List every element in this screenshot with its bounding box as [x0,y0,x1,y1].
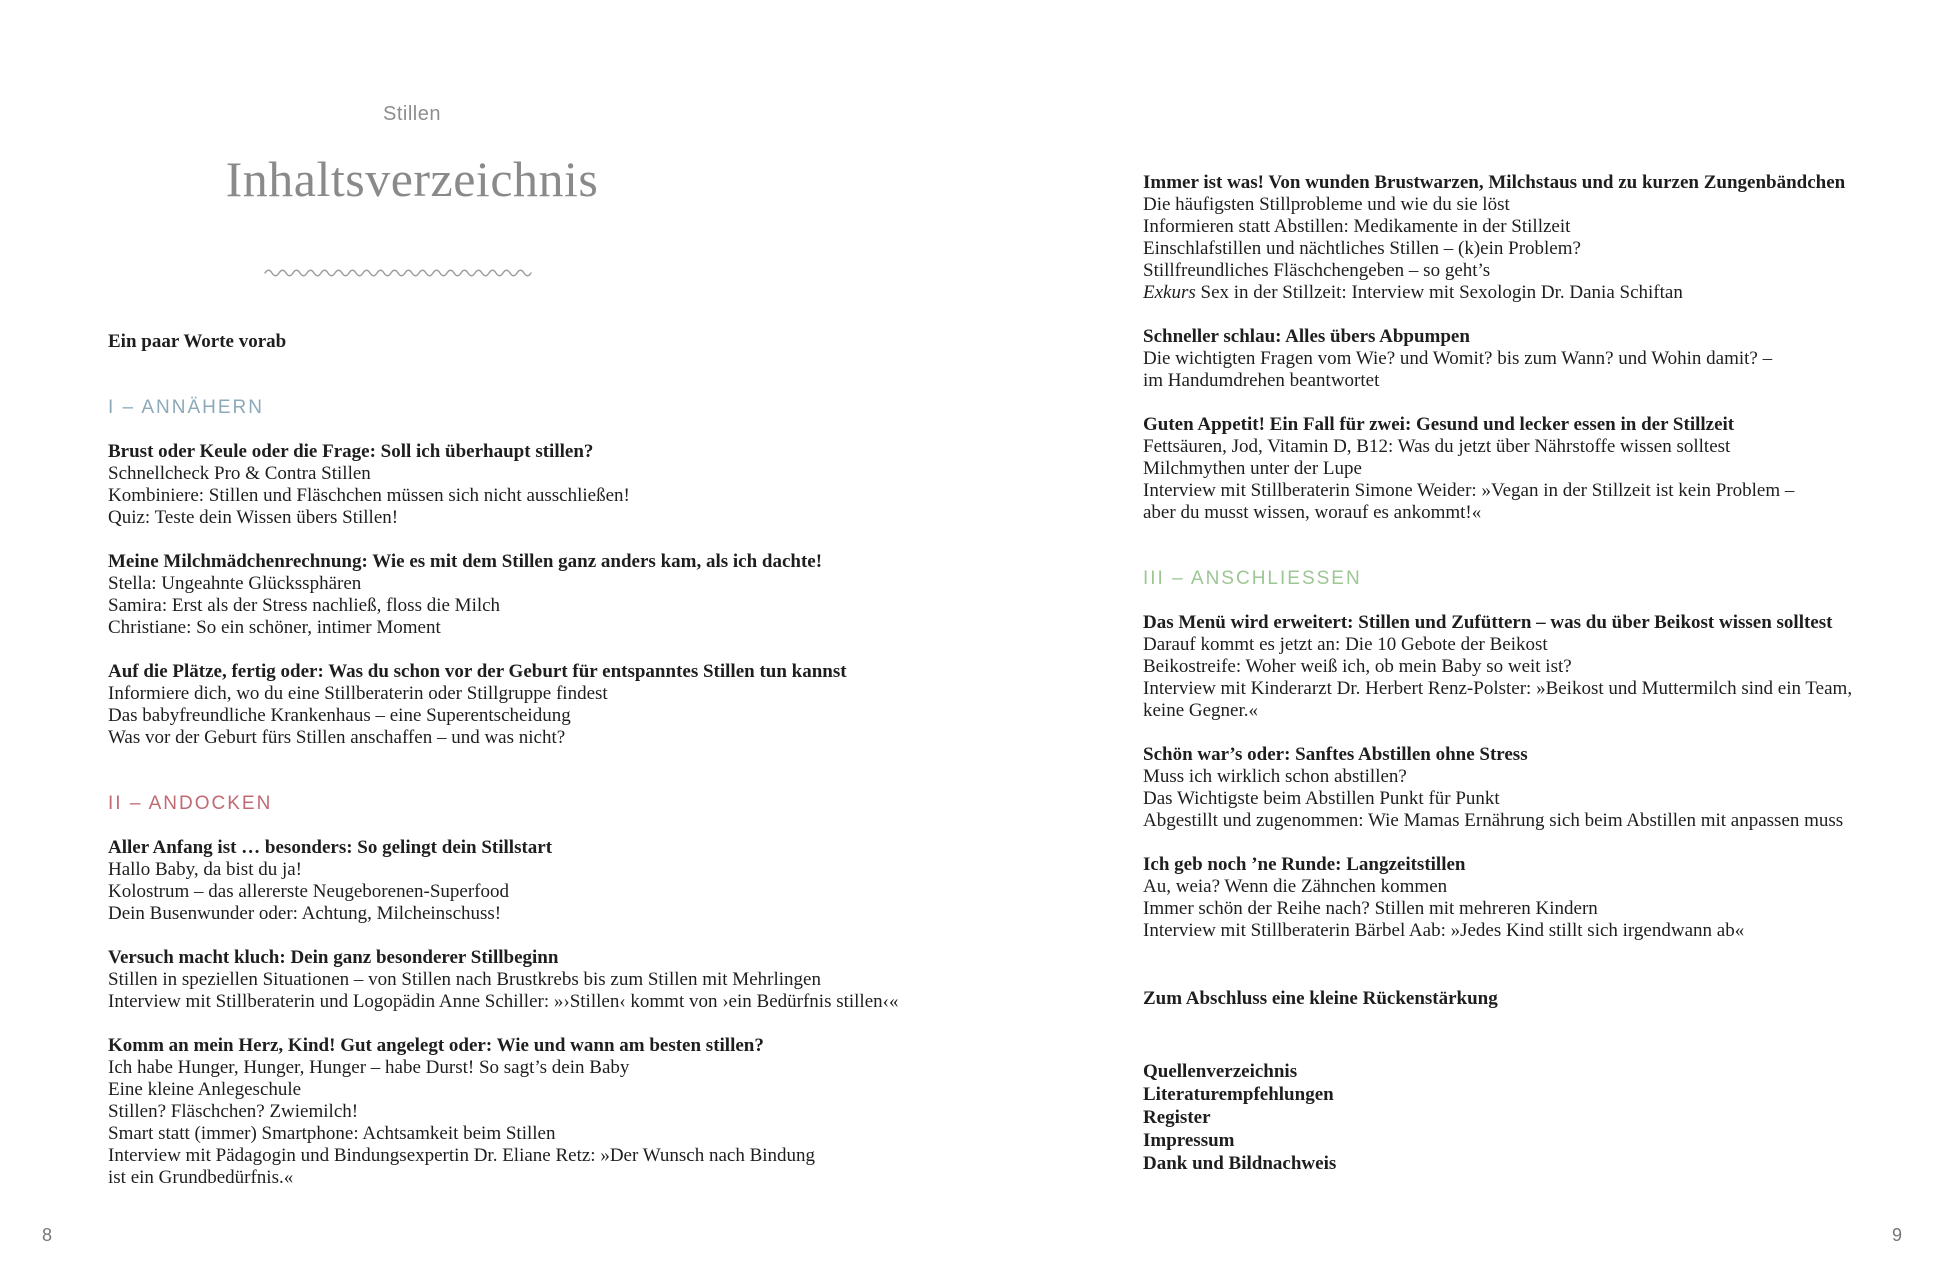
toc-line: Interview mit Stillberaterin und Logopädin Anne Schiller: »›Stillen‹ kommt von ›ein Bedürfnis stillen‹« [108,991,899,1012]
chapter-kicker: Stillen [383,103,441,125]
page-title: Inhaltsverzeichnis [225,151,599,207]
toc-chapter [1143,172,1852,304]
toc-line: Eine kleine Anlegeschule [108,1079,302,1100]
chapter-title: Komm an mein Herz, Kind! Gut angelegt oder: Wie und wann am besten stillen? [108,1035,764,1056]
toc-line: Das Wichtigste beim Abstillen Punkt für Punkt [1143,788,1500,809]
backmatter-list [1143,1060,1852,1175]
toc-line: Darauf kommt es jetzt an: Die 10 Gebote der Beikost [1143,634,1548,655]
toc-line: aber du musst wissen, worauf es ankommt!« [1143,502,1482,523]
toc-column-left [108,331,898,1189]
toc-line: Kolostrum – das allererste Neugeborenen-Superfood [108,881,509,902]
toc-line: Interview mit Kinderarzt Dr. Herbert Renz-Polster: »Beikost und Muttermilch sind ein Team, [1143,678,1853,699]
toc-line: Ich habe Hunger, Hunger, Hunger – habe Durst! So sagt’s dein Baby [108,1057,630,1078]
toc-chapter [1143,744,1852,832]
toc-line: Einschlafstillen und nächtliches Stillen – (k)ein Problem? [1143,238,1581,259]
toc-line: Das babyfreundliche Krankenhaus – eine Superentscheidung [108,705,571,726]
toc-line: Beikostreife: Woher weiß ich, ob mein Baby so weit ist? [1143,656,1572,677]
chapter-title: Meine Milchmädchenrechnung: Wie es mit dem Stillen ganz anders kam, als ich dachte! [108,551,823,572]
toc-line: Stella: Ungeahnte Glückssphären [108,573,362,594]
part-heading: I – ANNÄHERN [108,397,264,418]
toc-line: Abgestillt und zugenommen: Wie Mamas Ernährung sich beim Abstillen mit anpassen muss [1143,810,1844,831]
toc-line: Stillen? Fläschchen? Zwiemilch! [108,1101,359,1122]
toc-chapter [108,661,898,749]
part-heading: III – ANSCHLIESSEN [1143,568,1362,589]
backmatter-item: Quellenverzeichnis [1143,1061,1298,1082]
toc-chapter [108,551,898,639]
toc-line: Informiere dich, wo du eine Stillberaterin oder Stillgruppe findest [108,683,608,704]
chapter-title: Brust oder Keule oder die Frage: Soll ich überhaupt stillen? [108,441,594,462]
backmatter-item: Impressum [1143,1130,1235,1151]
toc-column-right [1143,172,1852,1175]
chapter-title: Ich geb noch ’ne Runde: Langzeitstillen [1143,854,1466,875]
chapter-title: Guten Appetit! Ein Fall für zwei: Gesund und lecker essen in der Stillzeit [1143,414,1735,435]
toc-line: Was vor der Geburt fürs Stillen anschaffen – und was nicht? [108,727,566,748]
backmatter-item: Register [1143,1107,1211,1128]
toc-line: Schnellcheck Pro & Contra Stillen [108,463,371,484]
toc-line: Immer schön der Reihe nach? Stillen mit mehreren Kindern [1143,898,1598,919]
toc-line: Informieren statt Abstillen: Medikamente in der Stillzeit [1143,216,1571,237]
toc-line: Muss ich wirklich schon abstillen? [1143,766,1407,787]
toc-chapter [108,1035,898,1189]
toc-chapter [108,441,898,529]
part-heading: II – ANDOCKEN [108,793,273,814]
wavy-divider-icon [264,266,532,278]
backmatter-item: Literaturempfehlungen [1143,1084,1334,1105]
toc-entry: Ein paar Worte vorab [108,331,287,352]
chapter-title: Aller Anfang ist … besonders: So gelingt dein Stillstart [108,837,553,858]
chapter-title: Schneller schlau: Alles übers Abpumpen [1143,326,1470,347]
backmatter-item: Dank und Bildnachweis [1143,1153,1337,1174]
toc-line: im Handumdrehen beantwortet [1143,370,1380,391]
toc-line: Dein Busenwunder oder: Achtung, Milcheinschuss! [108,903,502,924]
toc-chapter [1143,326,1852,392]
toc-line: Interview mit Stillberaterin Simone Weider: »Vegan in der Stillzeit ist kein Problem – [1143,480,1795,501]
chapter-title: Versuch macht kluch: Dein ganz besonderer Stillbeginn [108,947,559,968]
toc-chapter [108,947,898,1013]
toc-line: ist ein Grundbedürfnis.« [108,1167,294,1188]
chapter-title: Schön war’s oder: Sanftes Abstillen ohne Stress [1143,744,1528,765]
toc-chapter [1143,612,1852,722]
toc-line: Stillfreundliches Fläschchengeben – so geht’s [1143,260,1491,281]
chapter-title: Auf die Plätze, fertig oder: Was du schon vor der Geburt für entspanntes Stillen tun kannst [108,661,847,682]
page-number-left: 8 [42,1225,53,1245]
toc-line: Hallo Baby, da bist du ja! [108,859,303,880]
toc-line: Au, weia? Wenn die Zähnchen kommen [1143,876,1448,897]
toc-line: Smart statt (immer) Smartphone: Achtsamkeit beim Stillen [108,1123,556,1144]
toc-line: Exkurs Sex in der Stillzeit: Interview mit Sexologin Dr. Dania Schiftan [1143,282,1683,303]
toc-line: Stillen in speziellen Situationen – von Stillen nach Brustkrebs bis zum Stillen mit Mehrlingen [108,969,821,990]
toc-line: Fettsäuren, Jod, Vitamin D, B12: Was du jetzt über Nährstoffe wissen solltest [1143,436,1731,457]
chapter-title: Immer ist was! Von wunden Brustwarzen, Milchstaus und zu kurzen Zungenbändchen [1143,172,1846,193]
toc-line: Samira: Erst als der Stress nachließ, floss die Milch [108,595,501,616]
toc-line: Die häufigsten Stillprobleme und wie du sie löst [1143,194,1510,215]
toc-chapter [108,837,898,925]
toc-line: Milchmythen unter der Lupe [1143,458,1362,479]
toc-line: Christiane: So ein schöner, intimer Moment [108,617,441,638]
page-number-right: 9 [1891,1225,1902,1245]
toc-chapter [1143,854,1852,942]
toc-line: Interview mit Stillberaterin Bärbel Aab: »Jedes Kind stillt sich irgendwann ab« [1143,920,1745,941]
toc-line: keine Gegner.« [1143,700,1259,721]
toc-line: Interview mit Pädagogin und Bindungsexpertin Dr. Eliane Retz: »Der Wunsch nach Bindung [108,1145,816,1166]
italic-label: Exkurs [1143,282,1196,303]
toc-line: Quiz: Teste dein Wissen übers Stillen! [108,507,399,528]
toc-chapter [1143,414,1852,524]
toc-line: Die wichtigten Fragen vom Wie? und Womit? bis zum Wann? und Wohin damit? – [1143,348,1773,369]
toc-entry: Zum Abschluss eine kleine Rückenstärkung [1143,988,1498,1009]
chapter-title: Das Menü wird erweitert: Stillen und Zufüttern – was du über Beikost wissen solltest [1143,612,1833,633]
toc-line: Kombiniere: Stillen und Fläschchen müssen sich nicht ausschließen! [108,485,630,506]
